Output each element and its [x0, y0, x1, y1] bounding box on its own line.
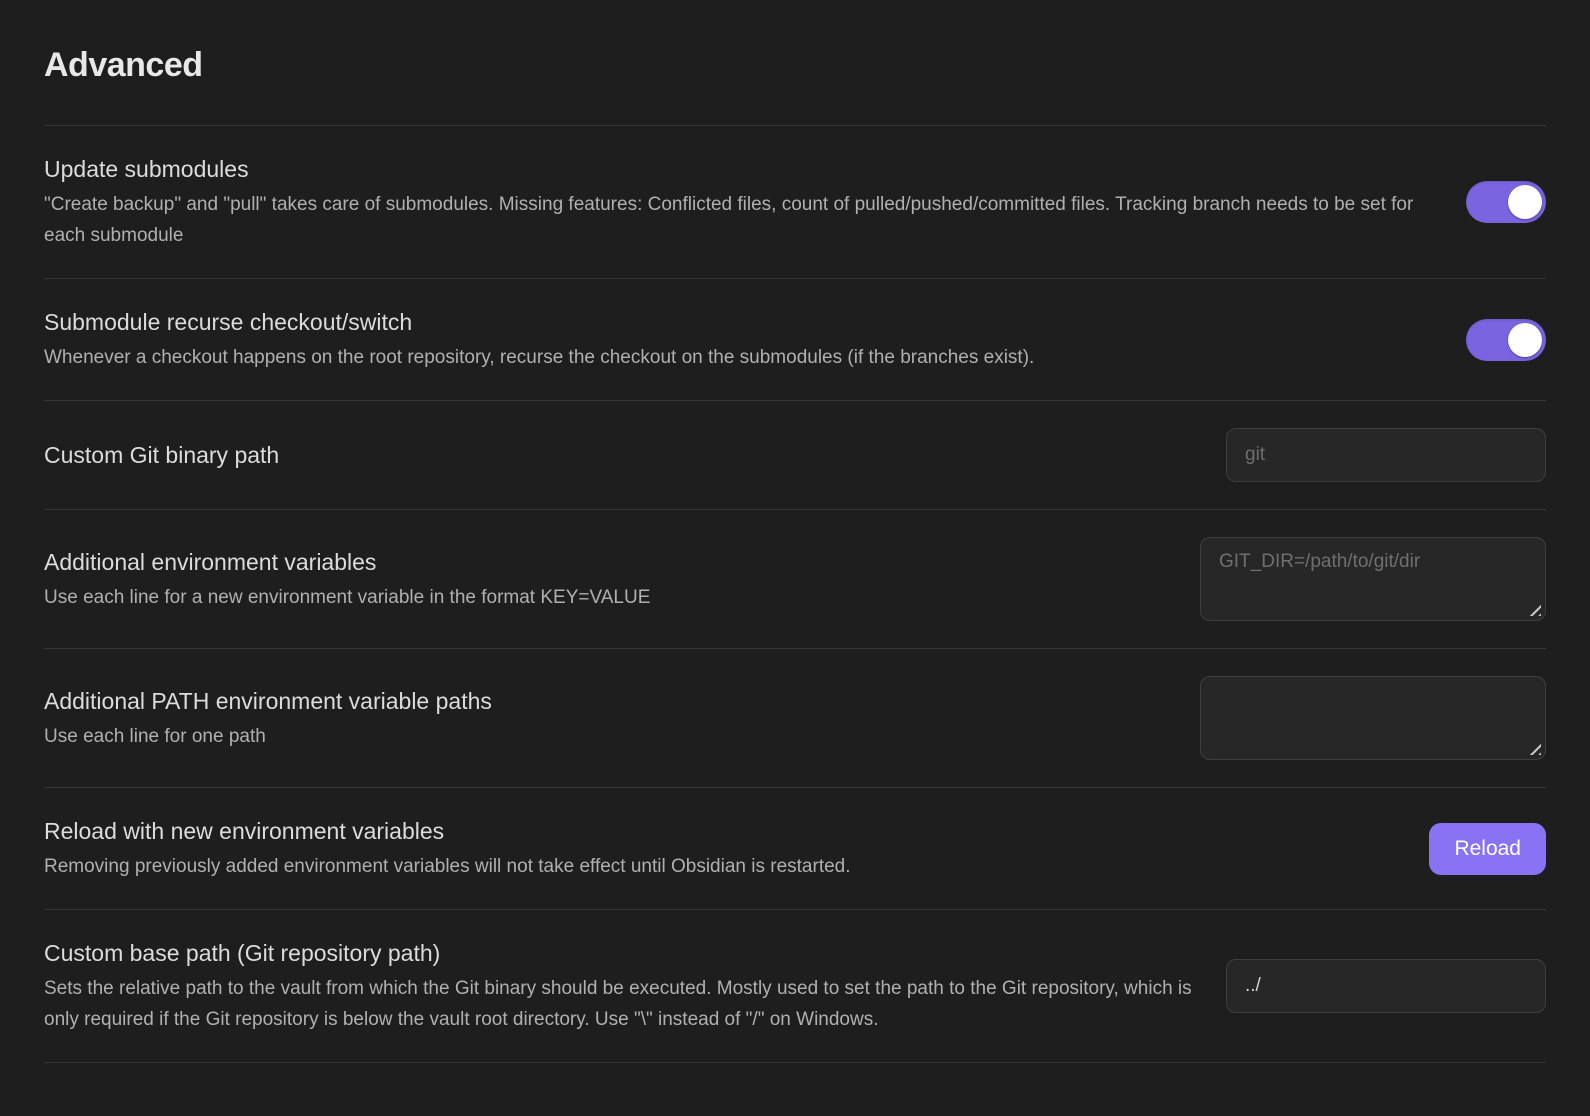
setting-description: Use each line for a new environment variable in the format KEY=VALUE — [44, 586, 651, 608]
path-variables-textarea[interactable] — [1200, 676, 1546, 760]
setting-info — [44, 153, 1442, 251]
env-variables-textarea-wrap — [1200, 537, 1546, 621]
setting-row-path-variables — [44, 649, 1546, 788]
update-submodules-toggle[interactable] — [1466, 181, 1546, 223]
setting-description: Sets the relative path to the vault from which the Git binary should be executed. Mostly used to set the path to the Git repository, which is only required if the Git repository is below the vault root directory. Use "\" instead of "/" on Windows. — [44, 978, 1192, 1030]
setting-description: "Create backup" and "pull" takes care of submodules. Missing features: Conflicted files, count of pulled/pushed/committed files. Tracking branch needs to be set for each submodule — [44, 194, 1414, 246]
git-binary-path-input[interactable] — [1226, 428, 1546, 482]
setting-control — [1466, 181, 1546, 223]
setting-control — [1200, 676, 1546, 760]
setting-description: Removing previously added environment variables will not take effect until Obsidian is restarted. — [44, 856, 851, 877]
setting-control — [1466, 319, 1546, 361]
setting-name: Additional PATH environment variable paths — [44, 687, 492, 714]
setting-info — [44, 685, 1176, 752]
setting-control — [1226, 428, 1546, 482]
setting-row-reload-env — [44, 788, 1546, 910]
setting-name: Submodule recurse checkout/switch — [44, 309, 413, 335]
setting-info — [44, 937, 1202, 1035]
setting-row-env-variables — [44, 510, 1546, 649]
setting-control — [1226, 959, 1546, 1013]
setting-control — [1200, 537, 1546, 621]
path-variables-textarea-wrap — [1200, 676, 1546, 760]
setting-info — [44, 546, 1176, 613]
setting-row-update-submodules — [44, 126, 1546, 279]
reload-button[interactable]: Reload — [1429, 823, 1546, 875]
custom-base-path-input[interactable] — [1226, 959, 1546, 1013]
env-variables-textarea[interactable] — [1200, 537, 1546, 621]
setting-description: Whenever a checkout happens on the root repository, recurse the checkout on the submodules (if the branches exist). — [44, 347, 1035, 368]
setting-name: Custom base path (Git repository path) — [44, 940, 441, 966]
toggle-knob — [1508, 185, 1542, 219]
pane-heading — [44, 0, 1546, 126]
submodule-recurse-toggle[interactable] — [1466, 319, 1546, 361]
setting-row-git-binary-path — [44, 401, 1546, 510]
setting-row-custom-base-path — [44, 910, 1546, 1063]
setting-name: Additional environment variables — [44, 548, 377, 575]
setting-info — [44, 815, 1405, 882]
setting-name: Update submodules — [44, 156, 249, 182]
page-title: Advanced — [44, 46, 203, 84]
setting-info — [44, 306, 1442, 373]
setting-description: Use each line for one path — [44, 725, 266, 747]
setting-info — [44, 439, 1202, 471]
toggle-knob — [1508, 323, 1542, 357]
setting-row-submodule-recurse — [44, 279, 1546, 401]
setting-name: Reload with new environment variables — [44, 818, 445, 844]
setting-name: Custom Git binary path — [44, 442, 280, 468]
setting-control — [1429, 823, 1546, 875]
